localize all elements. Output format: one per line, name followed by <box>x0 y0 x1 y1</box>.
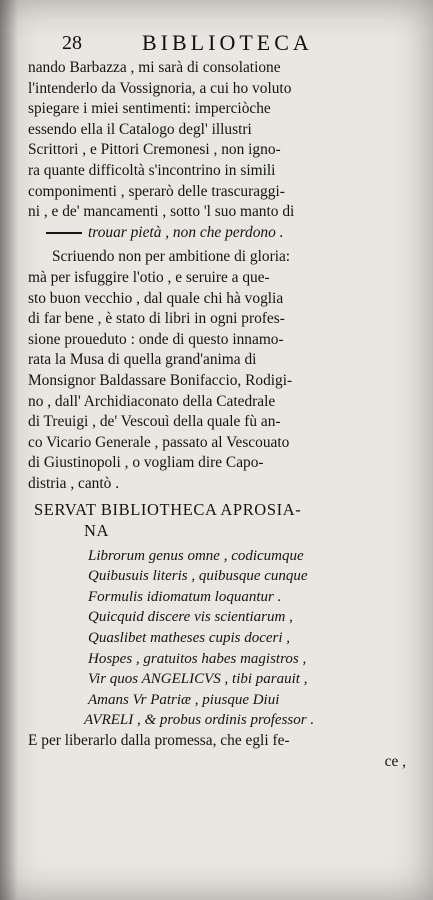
text-line: nando Barbazza , mi sarà di consolatione <box>28 59 281 76</box>
dash-rule <box>46 232 82 234</box>
text-line: no , dall' Archidiaconato della Catedrale <box>28 392 276 410</box>
paragraph-1 <box>28 58 416 243</box>
text-line: distria , cantò . <box>28 474 120 492</box>
text-line: ra quante difficoltà s'incontrino in simili <box>28 161 276 179</box>
text-line: spiegare i miei sentimenti: imperciòche <box>28 100 271 118</box>
catchword: ce , <box>384 752 406 770</box>
poem-line: Quibusuis literis , quibusque cunque <box>88 568 308 585</box>
text-line: l'intenderlo da Vossignoria, a cui ho voluto <box>28 79 292 97</box>
tail-line <box>28 223 416 244</box>
text-line: di Treuigi , de' Vescouì della quale fù an- <box>28 413 281 431</box>
text-line: co Vicario Generale , passato al Vescouato <box>28 433 290 451</box>
text-line: Scrittori , e Pittori Cremonesi , non igno- <box>28 141 281 159</box>
text-line: mà per isfuggire l'otio , e seruire a que- <box>28 268 270 286</box>
text-line: di far bene , è stato di libri in ogni profes- <box>28 310 285 328</box>
poem-line: Formulis idiomatum loquantur . <box>88 588 282 605</box>
page-number: 28 <box>62 32 82 54</box>
paragraph-2 <box>28 247 416 494</box>
text-line: Scriuendo non per ambitione di gloria: <box>52 248 291 266</box>
text-line: sto buon vecchio , dal quale chi hà voglia <box>28 289 284 307</box>
text-line: di Giustinopoli , o vogliam dire Capo- <box>28 454 264 472</box>
poem-line: Quaslibet matheses cupis doceri , <box>88 630 291 647</box>
body-text <box>28 58 416 772</box>
heading-line: SERVAT BIBLIOTHECA APROSIA- <box>34 500 302 520</box>
poem-line: Librorum genus omne , codicumque <box>88 547 304 564</box>
text-line: componimenti , sperarò delle trascuraggi- <box>28 182 285 200</box>
closing-line: E per liberarlo dalla promessa, che egli fe- <box>28 732 290 749</box>
text-line: sione proueduto : onde di questo innamo- <box>28 330 284 348</box>
poem-heading <box>28 500 416 541</box>
heading-line: NA <box>84 521 110 541</box>
tail-line-text: trouar pietà , non che perdono . <box>88 223 284 241</box>
text-line: ni , e de' mancamenti , sotto 'l suo manto di <box>28 203 295 221</box>
running-title: BIBLIOTECA <box>142 30 313 55</box>
poem-line: Hospes , gratuitos habes magistros , <box>88 650 307 667</box>
poem <box>28 546 416 731</box>
poem-line: Amans Vr Patriæ , piusque Diui <box>88 691 280 708</box>
text-line: essendo ella il Catalogo degl' illustri <box>28 120 252 138</box>
text-line: rata la Musa di quella grand'anima di <box>28 351 257 369</box>
poem-line: Quicquid discere vis scientiarum , <box>88 609 293 626</box>
poem-line: AVRELI , & probus ordinis professor . <box>84 712 315 729</box>
page-header <box>62 28 393 54</box>
text-line: Monsignor Baldassare Bonifaccio, Rodigi- <box>28 371 293 389</box>
poem-line: Vir quos ANGELICVS , tibi parauit , <box>88 671 308 688</box>
